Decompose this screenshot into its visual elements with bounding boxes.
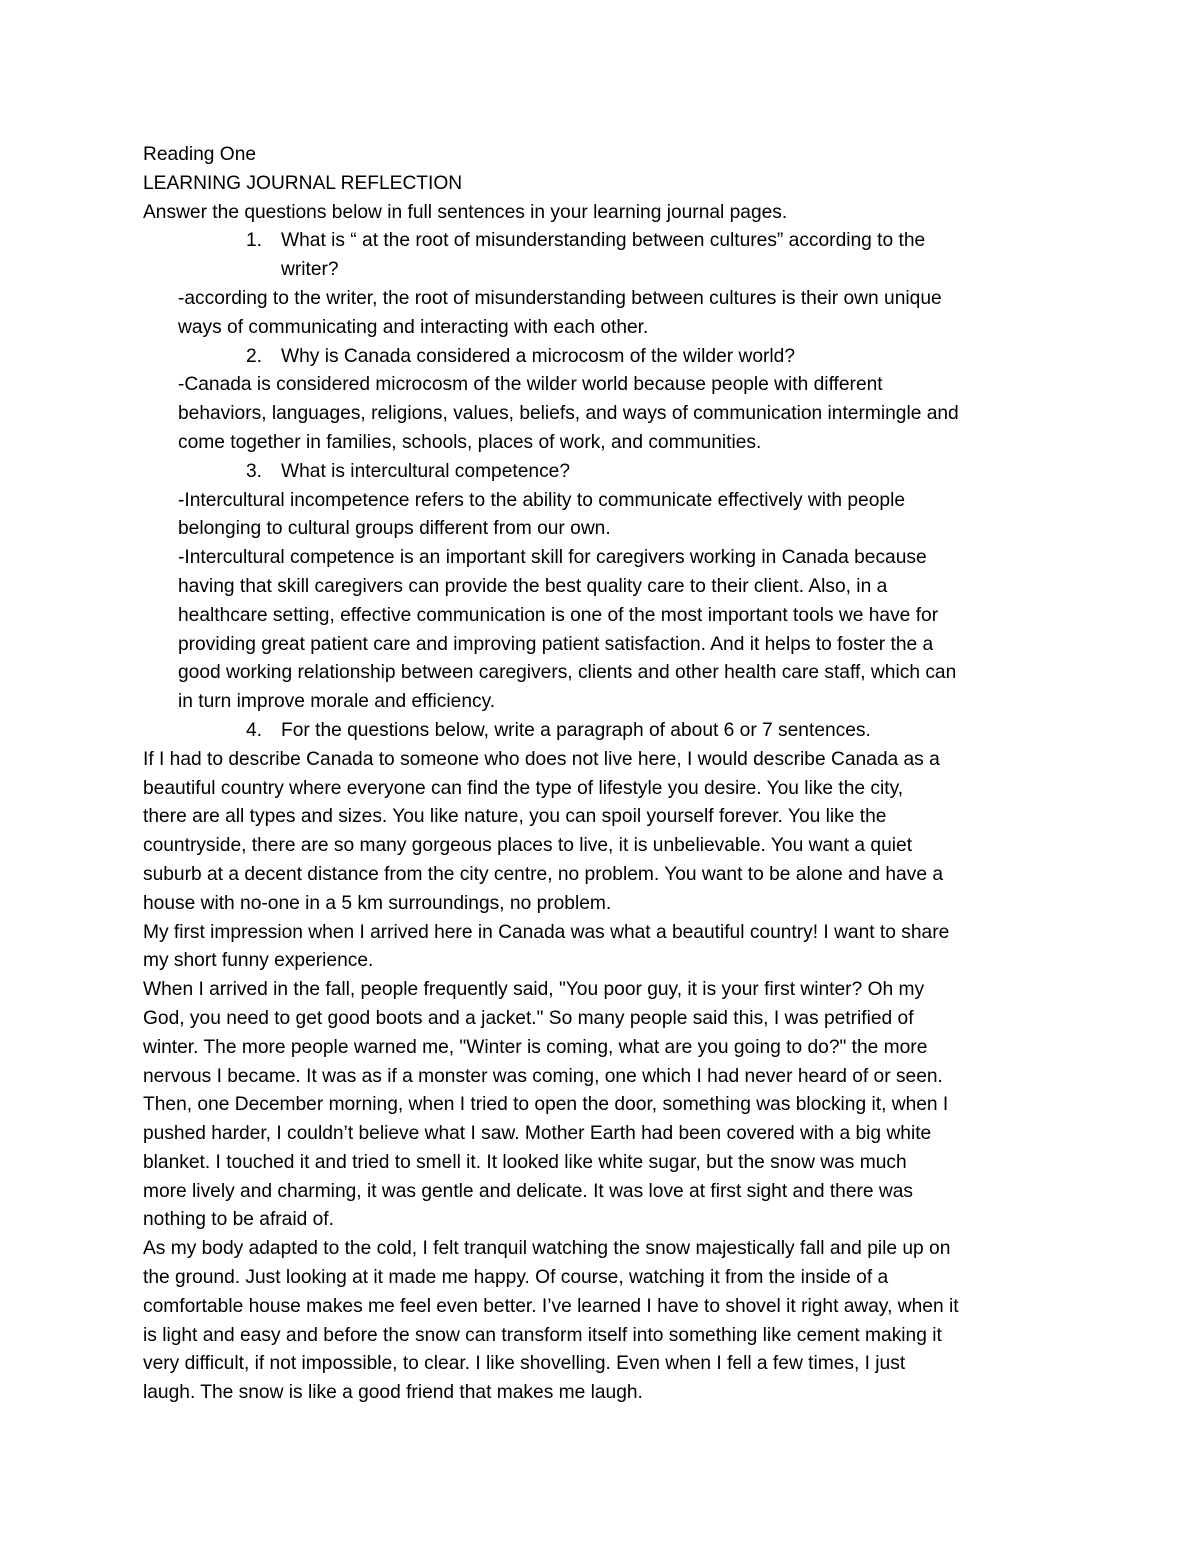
paragraph-winter-story	[143, 976, 1063, 1235]
paragraph-line: When I arrived in the fall, people frequently said, "You poor guy, it is your first winter? Oh my	[143, 979, 925, 1001]
paragraph-line: pushed harder, I couldn’t believe what I saw. Mother Earth had been covered with a big white	[143, 1123, 932, 1145]
paragraph-line: the ground. Just looking at it made me happy. Of course, watching it from the inside of a	[143, 1267, 889, 1289]
answer-line: good working relationship between caregivers, clients and other health care staff, which can	[178, 662, 957, 684]
question-1	[143, 227, 1063, 285]
paragraph-line: beautiful country where everyone can find the type of lifestyle you desire. You like the city,	[143, 777, 904, 799]
paragraph-line: comfortable house makes me feel even better. I’ve learned I have to shovel it right away, when it	[143, 1295, 959, 1317]
question-number: 2.	[246, 345, 263, 367]
paragraph-snow-friend	[143, 1235, 1063, 1408]
question-line: For the questions below, write a paragraph of about 6 or 7 sentences.	[281, 719, 871, 741]
answer-line: -according to the writer, the root of misunderstanding between cultures is their own unique	[178, 287, 942, 309]
question-text	[246, 717, 1071, 746]
question-text	[246, 343, 1071, 372]
paragraph-line: laugh. The snow is like a good friend that makes me laugh.	[143, 1382, 643, 1404]
question-number: 1.	[246, 230, 263, 252]
paragraph-line: blanket. I touched it and tried to smell it. It looked like white sugar, but the snow was much	[143, 1151, 907, 1173]
instruction-text: Answer the questions below in full sentences in your learning journal pages.	[143, 201, 788, 223]
question-line: What is “ at the root of misunderstanding between cultures” according to the	[281, 230, 926, 252]
answer-line: come together in families, schools, places of work, and communities.	[178, 431, 762, 453]
question-3	[143, 458, 1063, 487]
answer-line: providing great patient care and improving patient satisfaction. And it helps to foster the a	[178, 633, 934, 655]
answer-line: -Canada is considered microcosm of the wilder world because people with different	[178, 374, 883, 396]
question-line: What is intercultural competence?	[281, 460, 571, 482]
paragraph-line: Then, one December morning, when I tried to open the door, something was blocking it, when I	[143, 1094, 949, 1116]
answer-line: having that skill caregivers can provide the best quality care to their client. Also, in a	[178, 575, 888, 597]
answer-line: in turn improve morale and efficiency.	[178, 691, 496, 713]
answer-2	[143, 371, 1063, 457]
question-number: 4.	[246, 719, 263, 741]
paragraph-line: there are all types and sizes. You like nature, you can spoil yourself forever. You like the	[143, 806, 887, 828]
question-line: Why is Canada considered a microcosm of the wilder world?	[281, 345, 796, 367]
reading-label: Reading One	[143, 144, 257, 165]
paragraph-line: more lively and charming, it was gentle and delicate. It was love at first sight and there was	[143, 1180, 914, 1202]
answer-1	[143, 285, 1063, 343]
paragraph-line: As my body adapted to the cold, I felt tranquil watching the snow majestically fall and pile up on	[143, 1238, 951, 1260]
answer-line: behaviors, languages, religions, values, beliefs, and ways of communication intermingle and	[178, 403, 959, 425]
paragraph-line: nothing to be afraid of.	[143, 1209, 334, 1231]
answer-line: -Intercultural incompetence refers to the ability to communicate effectively with people	[178, 489, 905, 511]
paragraph-line: If I had to describe Canada to someone who does not live here, I would describe Canada as a	[143, 748, 940, 770]
question-text	[246, 227, 1071, 285]
paragraph-line: house with no-one in a 5 km surroundings, no problem.	[143, 892, 612, 914]
paragraph-first-impression	[143, 919, 1063, 977]
paragraph-line: very difficult, if not impossible, to clear. I like shovelling. Even when I fell a few times, I just	[143, 1353, 906, 1375]
answer-3b	[143, 544, 1063, 717]
question-text	[246, 458, 1071, 487]
document-title: LEARNING JOURNAL REFLECTION	[143, 172, 463, 194]
answer-3a	[143, 487, 1063, 545]
question-line: writer?	[281, 259, 339, 281]
paragraph-line: winter. The more people warned me, "Winter is coming, what are you going to do?" the more	[143, 1036, 928, 1058]
answer-line: ways of communicating and interacting with each other.	[178, 316, 649, 338]
paragraph-line: is light and easy and before the snow can transform itself into something like cement making it	[143, 1324, 942, 1346]
answer-line: belonging to cultural groups different from our own.	[178, 518, 611, 540]
paragraph-line: My first impression when I arrived here in Canada was what a beautiful country! I want to share	[143, 921, 950, 943]
paragraph-line: countryside, there are so many gorgeous places to live, it is unbelievable. You want a quiet	[143, 835, 913, 857]
answer-line: healthcare setting, effective communication is one of the most important tools we have for	[178, 604, 939, 626]
paragraph-line: my short funny experience.	[143, 950, 374, 972]
answer-line: -Intercultural competence is an important skill for caregivers working in Canada because	[178, 547, 927, 569]
paragraph-line: God, you need to get good boots and a jacket." So many people said this, I was petrified of	[143, 1007, 914, 1029]
question-2	[143, 343, 1063, 372]
paragraph-describe-canada	[143, 746, 1063, 919]
paragraph-line: suburb at a decent distance from the city centre, no problem. You want to be alone and have a	[143, 863, 943, 885]
document-page	[143, 141, 1063, 1408]
question-number: 3.	[246, 460, 263, 482]
question-4	[143, 717, 1063, 746]
paragraph-line: nervous I became. It was as if a monster was coming, one which I had never heard of or seen.	[143, 1065, 943, 1087]
